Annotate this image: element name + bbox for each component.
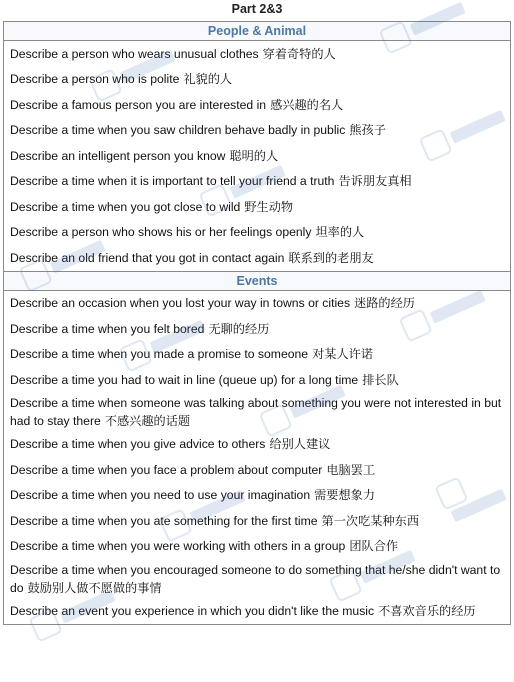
topic-translation: 排长队	[362, 372, 399, 387]
topic-translation: 不感兴趣的话题	[104, 414, 191, 428]
topic-text: Describe a time when someone was talking about something you were not interested in but had to stay there	[10, 396, 502, 428]
list-item	[4, 92, 511, 118]
list-item	[4, 367, 511, 393]
list-item	[4, 169, 511, 195]
topic-text: Describe a time when you face a problem about computer	[10, 462, 323, 477]
topic-text: Describe an occasion when you lost your way in towns or cities	[10, 296, 351, 311]
page-title: Part 2&3	[231, 2, 283, 16]
topic-translation: 礼貌的人	[183, 72, 233, 87]
section-header-row	[4, 22, 511, 41]
topic-translation: 迷路的经历	[354, 296, 415, 311]
list-item	[4, 245, 511, 271]
topic-text: Describe a person who shows his or her feelings openly	[10, 225, 312, 240]
topic-translation: 穿着奇特的人	[262, 46, 336, 61]
topic-text: Describe an event you experience in which you didn't like the music	[10, 603, 375, 618]
topic-text: Describe an old friend that you got in contact again	[10, 250, 285, 265]
list-item	[4, 41, 511, 67]
section-title: People & Animal	[4, 22, 511, 41]
topic-text: Describe a time when you made a promise to someone	[10, 347, 309, 362]
topic-text: Describe a famous person you are interested in	[10, 97, 267, 112]
topic-translation: 无聊的经历	[208, 321, 270, 336]
list-item	[4, 67, 511, 93]
list-item	[4, 457, 511, 483]
list-item	[4, 290, 511, 316]
list-item	[4, 483, 511, 509]
topic-translation: 坦率的人	[315, 225, 365, 240]
topic-translation: 第一次吃某种东西	[321, 513, 420, 528]
list-item	[4, 598, 511, 624]
list-item	[4, 508, 511, 534]
section-header-row	[4, 271, 511, 290]
list-item	[4, 534, 511, 560]
list-item	[4, 194, 511, 220]
topics-table	[3, 21, 511, 625]
list-item	[4, 559, 511, 598]
topic-translation: 野生动物	[244, 199, 294, 214]
topic-text: Describe a time when you need to use your imagination	[10, 488, 311, 503]
topic-text: Describe a person who is polite	[10, 72, 180, 87]
topic-text: Describe a time when you give advice to others	[10, 437, 266, 452]
topic-translation: 给别人建议	[269, 437, 331, 452]
topic-translation: 团队合作	[349, 539, 399, 554]
topic-text: Describe a time when you ate something for the first time	[10, 513, 318, 528]
topic-text: Describe a time you had to wait in line (queue up) for a long time	[10, 372, 359, 387]
list-item	[4, 143, 511, 169]
section-title: Events	[4, 271, 511, 290]
list-item	[4, 342, 511, 368]
topic-translation: 需要想象力	[314, 488, 376, 503]
list-item	[4, 432, 511, 458]
topic-translation: 感兴趣的名人	[270, 97, 344, 112]
topic-text: Describe a time when you felt bored	[10, 321, 205, 336]
topic-translation: 鼓励别人做不愿做的事情	[27, 580, 162, 595]
topic-translation: 熊孩子	[349, 123, 386, 138]
topic-text: Describe an intelligent person you know	[10, 148, 226, 163]
topic-text: Describe a time when you got close to wild	[10, 199, 241, 214]
list-item	[4, 316, 511, 342]
topic-text: Describe a time when you saw children behave badly in public	[10, 123, 346, 138]
topic-translation: 联系到的老朋友	[288, 250, 374, 265]
topic-text: Describe a person who wears unusual clothes	[10, 46, 259, 61]
topic-translation: 聪明的人	[229, 148, 279, 163]
topic-text: Describe a time when it is important to tell your friend a truth	[10, 174, 335, 189]
topic-text: Describe a time when you were working with others in a group	[10, 539, 346, 554]
list-item	[4, 118, 511, 144]
list-item	[4, 220, 511, 246]
topic-translation: 不喜欢音乐的经历	[378, 603, 476, 618]
list-item	[4, 393, 511, 432]
topic-text: Describe a time when you encouraged someone to do something that he/she didn't want to do	[10, 562, 501, 595]
topic-translation: 电脑罢工	[326, 462, 376, 477]
topic-translation: 对某人许诺	[312, 347, 374, 362]
topic-translation: 告诉朋友真相	[338, 174, 412, 189]
